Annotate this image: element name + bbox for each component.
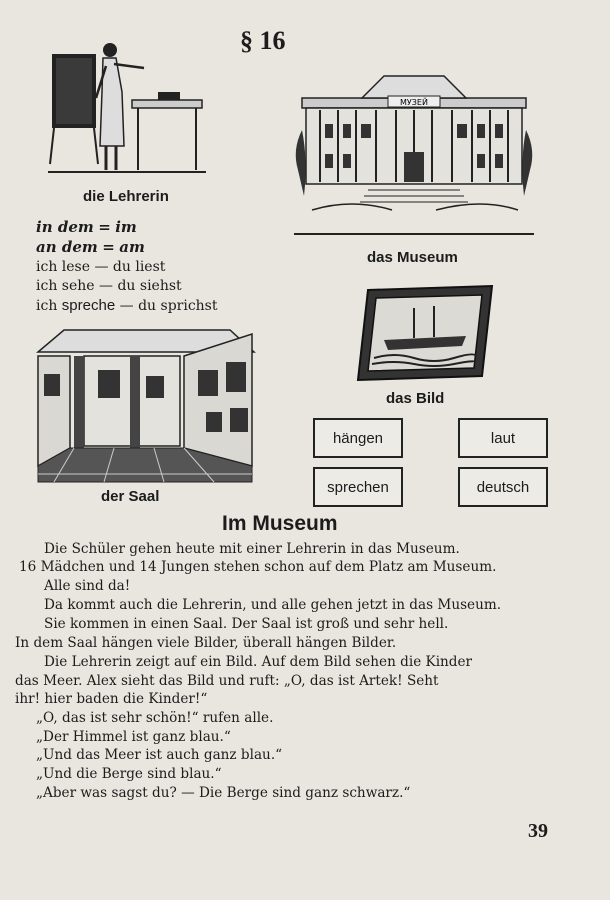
grammar-notes xyxy=(36,218,218,316)
story-line: Sie kommen in einen Saal. Der Saal ist groß und sehr hell. xyxy=(44,616,449,632)
hall-illustration xyxy=(34,326,256,484)
caption-museum: das Museum xyxy=(367,249,458,266)
story-line: das Meer. Alex sieht das Bild und ruft: „O, das ist Artek! Seht xyxy=(15,673,439,689)
grammar-sprechen: ich spreche — du sprichst xyxy=(36,297,218,314)
story-line: 16 Mädchen und 14 Jungen stehen schon auf dem Platz am Museum. xyxy=(19,559,497,575)
museum-illustration xyxy=(292,70,536,238)
story-line: „Der Himmel ist ganz blau.“ xyxy=(36,729,231,745)
story-line: Die Lehrerin zeigt auf ein Bild. Auf dem Bild sehen die Kinder xyxy=(44,654,473,670)
story-title: Im Museum xyxy=(222,512,338,535)
story-line: „Aber was sagst du? — Die Berge sind ganz schwarz.“ xyxy=(36,785,411,801)
page-number: 39 xyxy=(528,820,548,842)
grammar-sehen: ich sehe — du siehst xyxy=(36,278,182,294)
word-box-sprechen: sprechen xyxy=(313,467,403,507)
grammar-im: in dem = im xyxy=(36,218,137,236)
grammar-am: an dem = am xyxy=(36,238,145,256)
word-box-laut: laut xyxy=(458,418,548,458)
story-line: Die Schüler gehen heute mit einer Lehrerin in das Museum. xyxy=(44,541,460,557)
picture-illustration xyxy=(354,284,496,382)
story-line: „O, das ist sehr schön!“ rufen alle. xyxy=(36,710,274,726)
story-line: Alle sind da! xyxy=(44,578,131,594)
section-heading: § 16 xyxy=(240,26,286,55)
story-line: „Und die Berge sind blau.“ xyxy=(36,766,222,782)
story-line: Da kommt auch die Lehrerin, und alle gehen jetzt in das Museum. xyxy=(44,597,502,613)
story-line: ihr! hier baden die Kinder!“ xyxy=(15,691,208,707)
story-line: In dem Saal hängen viele Bilder, überall hängen Bilder. xyxy=(15,635,397,651)
story-line: „Und das Meer ist auch ganz blau.“ xyxy=(36,747,283,763)
grammar-lesen: ich lese — du liest xyxy=(36,259,166,275)
caption-teacher: die Lehrerin xyxy=(83,188,169,205)
word-box-haengen: hängen xyxy=(313,418,403,458)
museum-sign: МУЗЕЙ xyxy=(400,98,428,107)
caption-hall: der Saal xyxy=(101,488,160,505)
caption-picture: das Bild xyxy=(386,390,445,407)
teacher-illustration xyxy=(48,42,208,176)
word-box-deutsch: deutsch xyxy=(458,467,548,507)
